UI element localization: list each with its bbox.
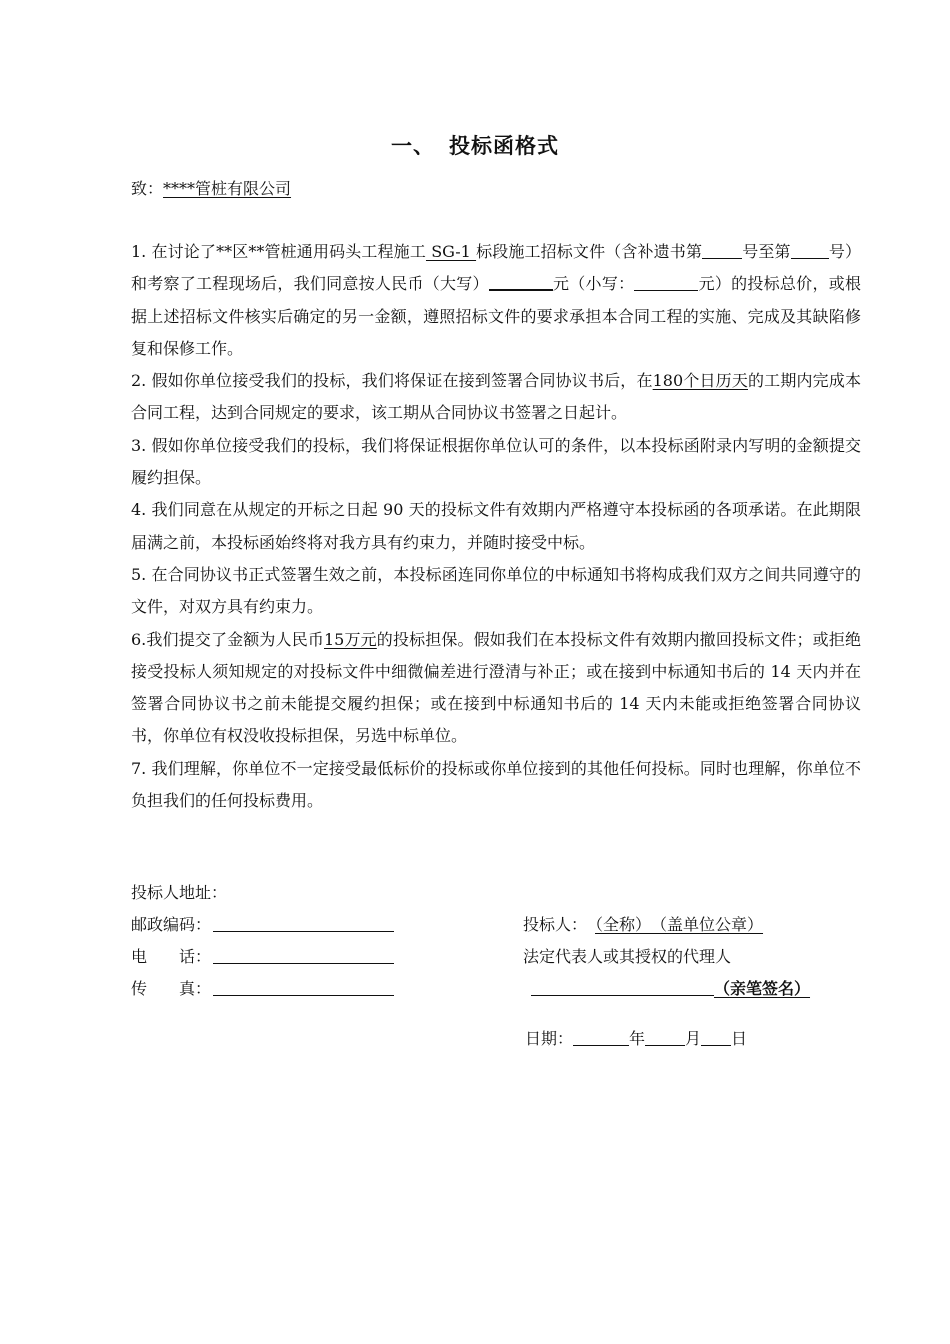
paragraph-2 bbox=[131, 365, 861, 430]
p6-amount: 15万元 bbox=[324, 629, 377, 649]
fax-row bbox=[131, 976, 394, 999]
p1-section: SG-1 bbox=[425, 242, 477, 261]
signature-label: （亲笔签名） bbox=[714, 979, 811, 998]
letter-body bbox=[131, 236, 861, 817]
postcode-label: 邮政编码： bbox=[131, 915, 212, 934]
year-field[interactable] bbox=[573, 1027, 629, 1046]
paragraph-1 bbox=[131, 236, 861, 365]
p1-text-d: 号）和考察了工程现场后，我们同意按人民币（大写） bbox=[131, 242, 861, 294]
addressee-label: 致： bbox=[131, 179, 164, 198]
representative-row bbox=[523, 944, 731, 967]
date-row bbox=[525, 1026, 747, 1049]
p2-days: 180个日历天 bbox=[652, 371, 748, 391]
bidder-row bbox=[523, 912, 763, 935]
month-label: 月 bbox=[685, 1029, 702, 1048]
fax-label: 传 真： bbox=[131, 979, 212, 998]
p6-text-b: 的投标担保。假如我们在本投标文件有效期内撤回投标文件；或拒绝接受投标人须知规定的对投标文件中细微偏差进行澄清与补正；或在接到中标通知书后的 14 天内并在签署合同协议书之前未能提交履约担保；或在接到中标通知书后的 14 天内未能或拒绝签署合同协议书，你单位有权没收投标担保，另选中标单位。 bbox=[131, 629, 861, 746]
addendum-from-blank bbox=[702, 240, 742, 259]
addendum-to-blank bbox=[791, 240, 829, 259]
p2-text-b: 的工期内完成本合同工程，达到合同规定的要求，该工期从合同协议书签署之日起计。 bbox=[131, 371, 861, 423]
p1-text-c: 号至第 bbox=[742, 242, 791, 261]
addressee-company: ****管桩有限公司 bbox=[163, 179, 292, 198]
day-field[interactable] bbox=[701, 1027, 731, 1046]
p2-text-a: 2. 假如你单位接受我们的投标，我们将保证在接到签署合同协议书后，在 bbox=[131, 371, 653, 391]
bidder-value: （全称） （盖单位公章） bbox=[595, 915, 764, 934]
title-text: 投标函格式 bbox=[449, 133, 559, 158]
p1-text-b: 标段施工招标文件（含补遗书第 bbox=[476, 242, 703, 261]
p6-text-a: 6.我们提交了金额为人民币 bbox=[131, 629, 324, 649]
postcode-field[interactable] bbox=[213, 913, 394, 932]
amount-figures-blank bbox=[634, 272, 698, 291]
phone-row bbox=[131, 944, 394, 967]
paragraph-3: 3. 假如你单位接受我们的投标，我们将保证根据你单位认可的条件，以本投标函附录内写明的金额提交履约担保。 bbox=[131, 435, 861, 488]
month-field[interactable] bbox=[645, 1027, 685, 1046]
address-label: 投标人地址： bbox=[131, 883, 228, 902]
paragraph-5: 5. 在合同协议书正式签署生效之前，本投标函连同你单位的中标通知书将构成我们双方之间共同遵守的文件，对双方具有约束力。 bbox=[131, 564, 861, 617]
fax-field[interactable] bbox=[213, 977, 394, 996]
amount-words-blank bbox=[489, 271, 553, 291]
phone-label: 电 话： bbox=[131, 947, 212, 966]
signature-field[interactable] bbox=[531, 977, 714, 996]
paragraph-6 bbox=[131, 624, 861, 753]
addressee-line bbox=[131, 176, 291, 199]
signature-row bbox=[531, 976, 810, 999]
phone-field[interactable] bbox=[213, 945, 394, 964]
title-number: 一、 bbox=[391, 133, 435, 158]
representative-label: 法定代表人或其授权的代理人 bbox=[523, 947, 732, 966]
year-label: 年 bbox=[629, 1029, 646, 1048]
paragraph-7: 7. 我们理解，你单位不一定接受最低标价的投标或你单位接到的其他任何投标。同时也理解，你单位不负担我们的任何投标费用。 bbox=[131, 758, 861, 811]
date-label: 日期： bbox=[525, 1029, 574, 1048]
address-row bbox=[131, 880, 227, 903]
paragraph-4: 4. 我们同意在从规定的开标之日起 90 天的投标文件有效期内严格遵守本投标函的各项承诺。在此期限届满之前，本投标函始终将对我方具有约束力，并随时接受中标。 bbox=[131, 500, 861, 552]
postcode-row bbox=[131, 912, 394, 935]
document-title bbox=[0, 130, 950, 160]
day-label: 日 bbox=[731, 1029, 748, 1048]
p1-text-a: 1. 在讨论了**区**管桩通用码头工程施工 bbox=[131, 242, 426, 261]
p1-text-e: 元（小写： bbox=[552, 274, 635, 294]
bidder-label: 投标人： bbox=[523, 915, 588, 934]
p1-text-f: 元）的投标总价，或根据上述招标文件核实后确定的另一金额，遵照招标文件的要求承担本合同工程的实施、完成及其缺陷修复和保修工作。 bbox=[131, 274, 861, 358]
